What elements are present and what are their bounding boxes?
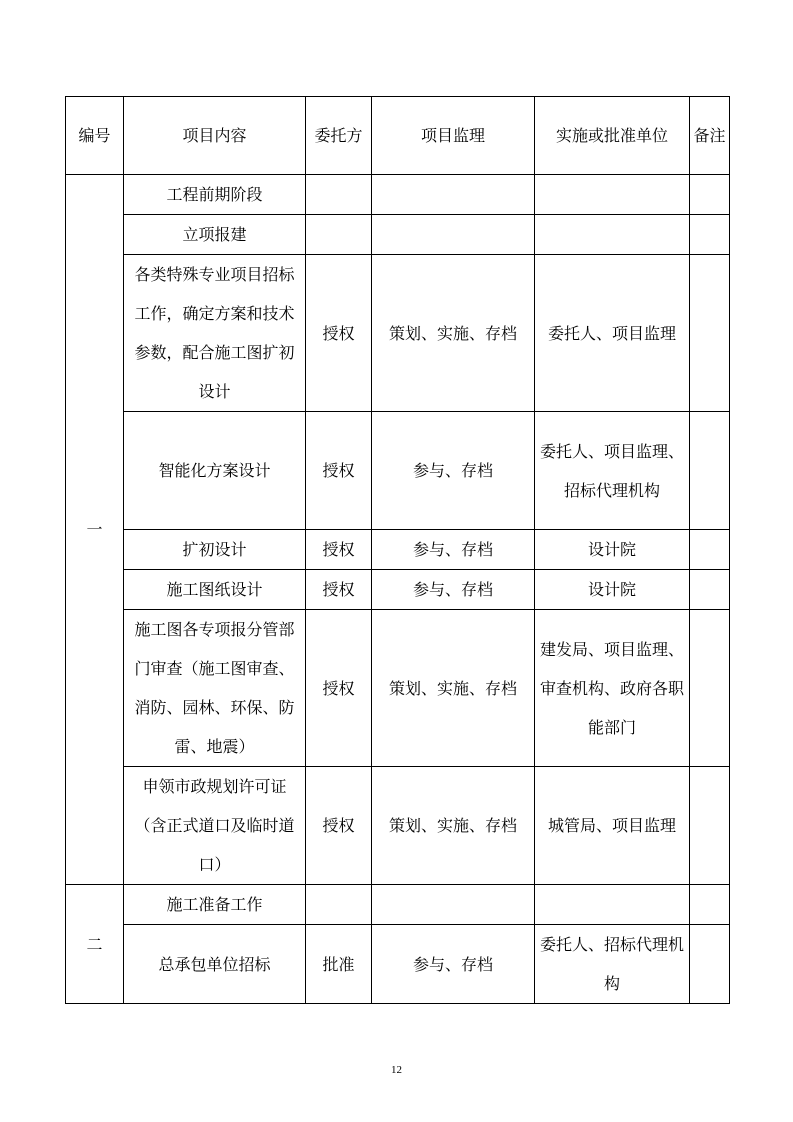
remark-cell — [690, 610, 730, 767]
header-executor: 实施或批准单位 — [535, 97, 690, 175]
content-cell: 施工准备工作 — [124, 885, 306, 925]
page-number: 12 — [391, 1064, 402, 1076]
table-row — [66, 255, 730, 412]
remark-cell — [690, 530, 730, 570]
client-cell: 授权 — [306, 412, 372, 530]
supervision-cell: 参与、存档 — [372, 570, 535, 610]
content-cell: 施工图各专项报分管部门审查（施工图审查、消防、园林、环保、防雷、地震） — [124, 610, 306, 767]
remark-cell — [690, 255, 730, 412]
table-header-row — [66, 97, 730, 175]
table-row — [66, 175, 730, 215]
executor-cell — [535, 175, 690, 215]
table-row — [66, 610, 730, 767]
executor-cell: 委托人、项目监理、招标代理机构 — [535, 412, 690, 530]
table-row — [66, 885, 730, 925]
table-row — [66, 925, 730, 1004]
client-cell: 授权 — [306, 255, 372, 412]
supervision-cell: 策划、实施、存档 — [372, 255, 535, 412]
client-cell — [306, 885, 372, 925]
responsibility-table — [65, 96, 730, 1004]
supervision-cell — [372, 175, 535, 215]
client-cell — [306, 215, 372, 255]
client-cell: 授权 — [306, 530, 372, 570]
client-cell: 授权 — [306, 610, 372, 767]
client-cell: 授权 — [306, 767, 372, 885]
remark-cell — [690, 885, 730, 925]
executor-cell: 设计院 — [535, 570, 690, 610]
remark-cell — [690, 412, 730, 530]
header-content: 项目内容 — [124, 97, 306, 175]
content-cell: 施工图纸设计 — [124, 570, 306, 610]
supervision-cell — [372, 215, 535, 255]
executor-cell: 城管局、项目监理 — [535, 767, 690, 885]
table-row — [66, 570, 730, 610]
client-cell: 批准 — [306, 925, 372, 1004]
group-number: 二 — [66, 885, 124, 1004]
remark-cell — [690, 767, 730, 885]
supervision-cell: 策划、实施、存档 — [372, 767, 535, 885]
remark-cell — [690, 570, 730, 610]
executor-cell: 建发局、项目监理、审查机构、政府各职能部门 — [535, 610, 690, 767]
content-cell: 扩初设计 — [124, 530, 306, 570]
remark-cell — [690, 175, 730, 215]
header-client: 委托方 — [306, 97, 372, 175]
table-row — [66, 412, 730, 530]
executor-cell: 委托人、项目监理 — [535, 255, 690, 412]
remark-cell — [690, 215, 730, 255]
content-cell: 立项报建 — [124, 215, 306, 255]
content-cell: 工程前期阶段 — [124, 175, 306, 215]
remark-cell — [690, 925, 730, 1004]
executor-cell: 委托人、招标代理机构 — [535, 925, 690, 1004]
client-cell: 授权 — [306, 570, 372, 610]
executor-cell — [535, 215, 690, 255]
header-number: 编号 — [66, 97, 124, 175]
supervision-cell: 参与、存档 — [372, 412, 535, 530]
content-cell: 申领市政规划许可证（含正式道口及临时道口） — [124, 767, 306, 885]
content-cell: 各类特殊专业项目招标工作，确定方案和技术参数，配合施工图扩初设计 — [124, 255, 306, 412]
executor-cell: 设计院 — [535, 530, 690, 570]
table-row — [66, 215, 730, 255]
supervision-cell: 参与、存档 — [372, 530, 535, 570]
content-cell: 总承包单位招标 — [124, 925, 306, 1004]
header-remark: 备注 — [690, 97, 730, 175]
client-cell — [306, 175, 372, 215]
group-number: 一 — [66, 175, 124, 885]
table-row — [66, 767, 730, 885]
supervision-cell: 策划、实施、存档 — [372, 610, 535, 767]
supervision-cell: 参与、存档 — [372, 925, 535, 1004]
header-supervision: 项目监理 — [372, 97, 535, 175]
content-cell: 智能化方案设计 — [124, 412, 306, 530]
executor-cell — [535, 885, 690, 925]
table-row — [66, 530, 730, 570]
supervision-cell — [372, 885, 535, 925]
